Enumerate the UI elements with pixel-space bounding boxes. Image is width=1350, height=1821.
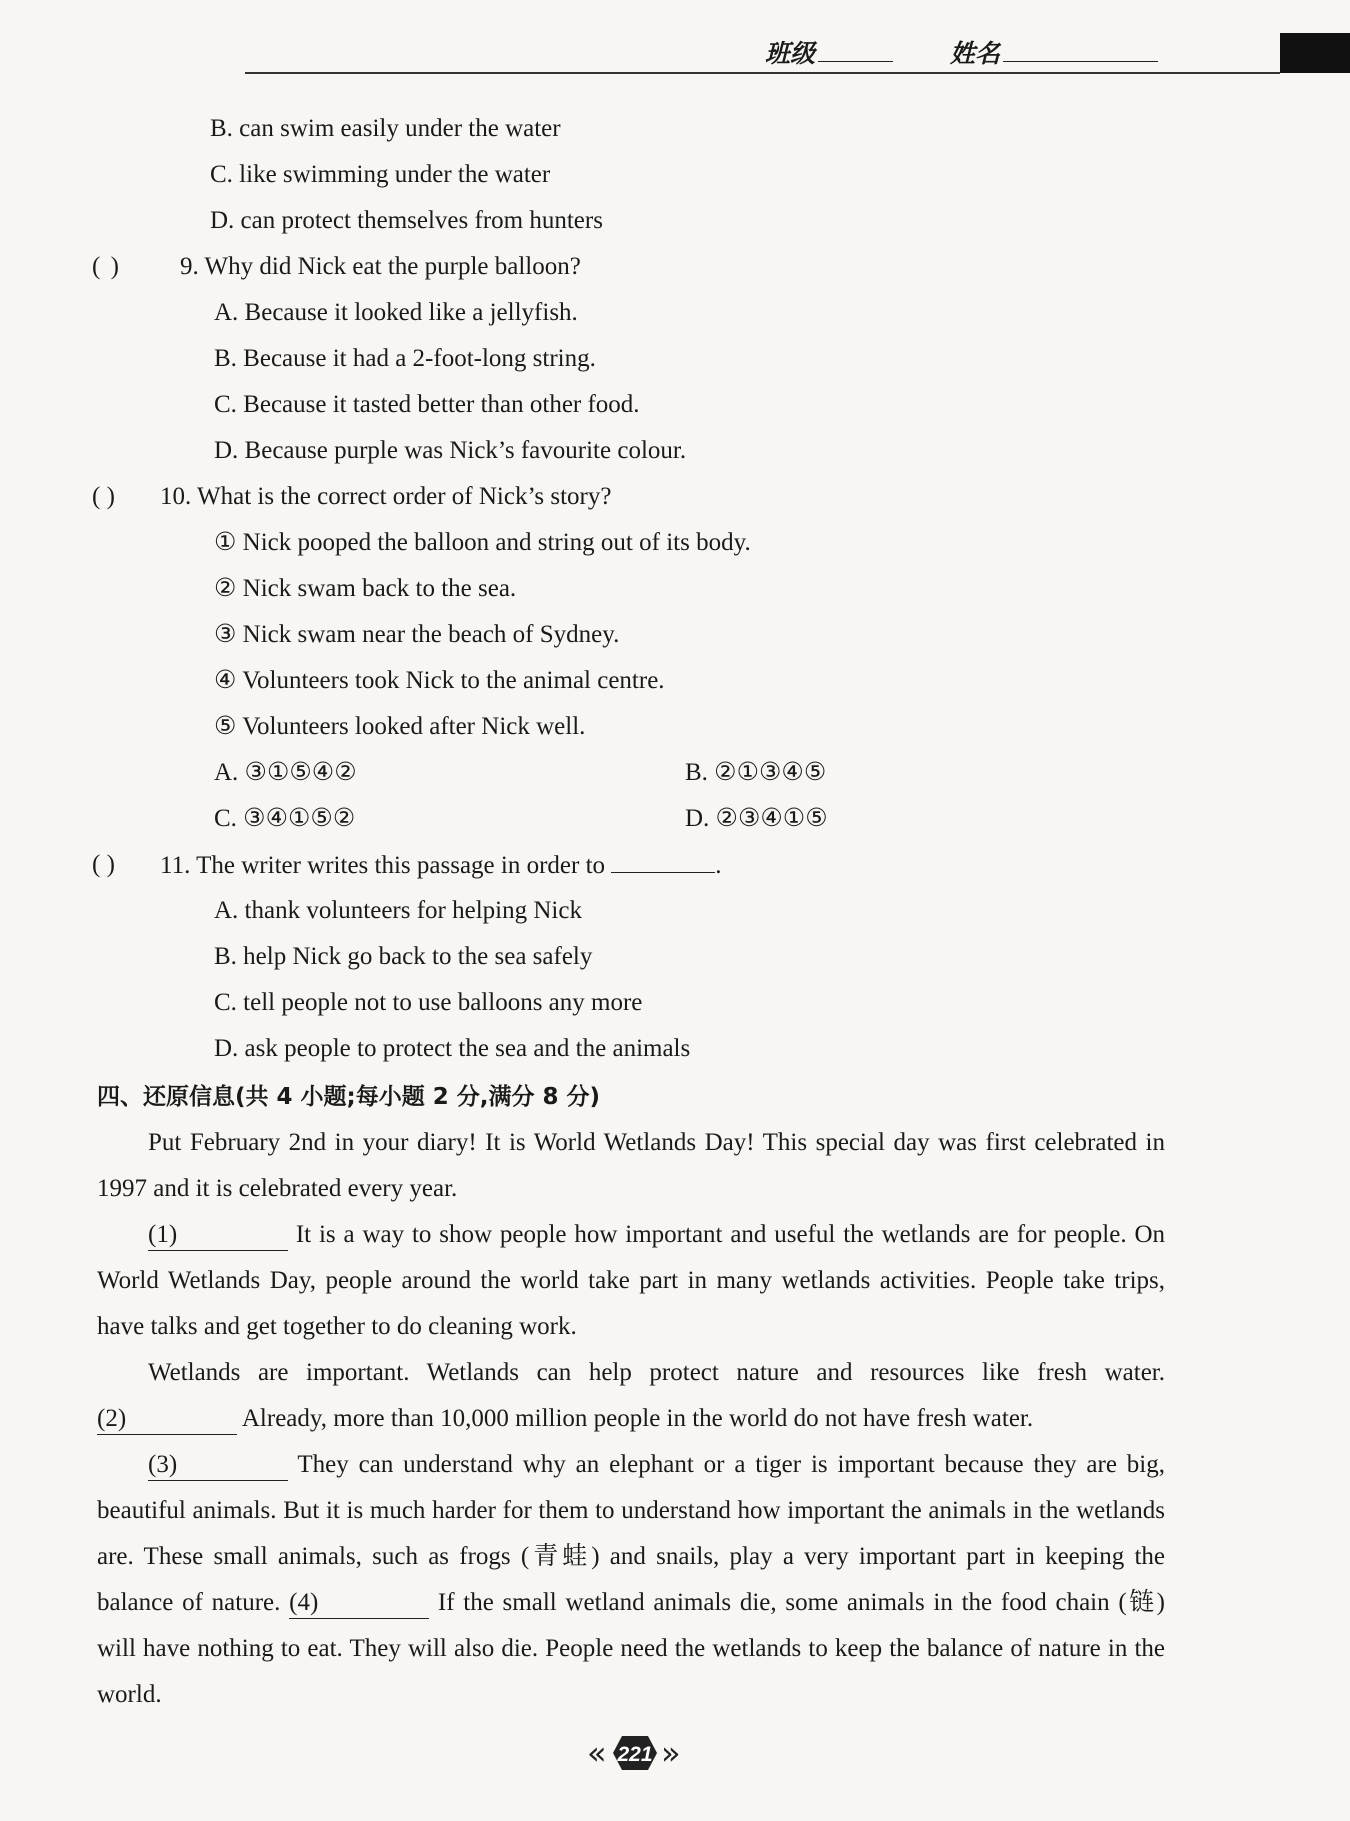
- blank-4[interactable]: (4): [289, 1588, 429, 1619]
- q11-stem: [160, 850, 722, 881]
- q8-option-c: C. like swimming under the water: [210, 161, 551, 188]
- page-number: 221: [617, 1743, 653, 1766]
- paragraph-4a-text: They can understand why an elephant or a tiger is important because they are big, beautiful animals. But it is much harder for them to understand how important the animals in the wetlands are. These small animals, such as frogs (青蛙) and snails, play a very important part in keeping the balance of nature.: [97, 1451, 1165, 1616]
- passage-paragraph-2: [97, 1212, 1165, 1350]
- q9-stem: 9. Why did Nick eat the purple balloon?: [180, 253, 581, 280]
- class-blank: [818, 60, 893, 62]
- q10-answer-paren: ( ): [92, 483, 115, 510]
- q9-option-c: C. Because it tasted better than other food.: [214, 391, 640, 418]
- section-4-heading: 四、还原信息(共 4 小题;每小题 2 分,满分 8 分): [97, 1084, 601, 1110]
- q11-stem-end: .: [715, 852, 722, 879]
- paragraph-4b-text: If the small wetland animals die, some animals in the food chain (链) will have nothing to eat. They will also die. People need the wetlands to keep the balance of nature in the world.: [97, 1589, 1166, 1708]
- header-rule: [245, 72, 1280, 74]
- page-number-ornament: [585, 1728, 685, 1778]
- q11-option-a: A. thank volunteers for helping Nick: [214, 897, 582, 924]
- q11-option-b: B. help Nick go back to the sea safely: [214, 943, 593, 970]
- q10-event-5: ⑤ Volunteers looked after Nick well.: [214, 713, 586, 740]
- paragraph-3b-text: Already, more than 10,000 million people in the world do not have fresh water.: [241, 1405, 1034, 1432]
- svg-text:»: »: [661, 1734, 681, 1772]
- q9-option-a: A. Because it looked like a jellyfish.: [214, 299, 578, 326]
- svg-text:«: «: [587, 1734, 607, 1772]
- header-tab-block: [1280, 33, 1350, 73]
- q11-stem-text: 11. The writer writes this passage in order to: [160, 852, 606, 879]
- name-blank: [1003, 60, 1158, 62]
- q11-answer-paren: ( ): [92, 851, 115, 878]
- q10-event-4: ④ Volunteers took Nick to the animal centre.: [214, 667, 665, 694]
- q10-stem: 10. What is the correct order of Nick’s story?: [160, 483, 612, 510]
- q10-option-d: D. ②③④①⑤: [685, 805, 828, 832]
- q11-option-c: C. tell people not to use balloons any more: [214, 989, 643, 1016]
- q11-blank: [611, 850, 715, 873]
- passage-paragraph-1: Put February 2nd in your diary! It is World Wetlands Day! This special day was first celebrated in 1997 and it is celebrated every year.: [97, 1129, 1165, 1202]
- q9-option-d: D. Because purple was Nick’s favourite colour.: [214, 437, 687, 464]
- q10-option-b: B. ②①③④⑤: [685, 759, 827, 786]
- name-label: 姓名: [950, 39, 1001, 68]
- page-number-badge: [585, 1728, 685, 1778]
- q10-event-1: ① Nick pooped the balloon and string out of its body.: [214, 529, 751, 556]
- paragraph-3-text: Wetlands are important. Wetlands can help protect nature and resources like fresh water.: [148, 1359, 1165, 1386]
- blank-3[interactable]: (3): [148, 1450, 288, 1481]
- class-label: 班级: [765, 39, 816, 68]
- q9-option-b: B. Because it had a 2-foot-long string.: [214, 345, 596, 372]
- q11-option-d: D. ask people to protect the sea and the animals: [214, 1035, 691, 1062]
- blank-1[interactable]: (1): [148, 1220, 288, 1251]
- passage-paragraph-3: [97, 1350, 1165, 1442]
- q10-option-c: C. ③④①⑤②: [214, 805, 356, 832]
- paragraph-2-text: It is a way to show people how important and useful the wetlands are for people. On World Wetlands Day, people around the world take part in many wetlands activities. People take trips, have talks and get together to do cleaning work.: [97, 1221, 1166, 1340]
- blank-2[interactable]: (2): [97, 1404, 237, 1435]
- q9-answer-paren: ( ): [92, 253, 119, 280]
- q10-event-3: ③ Nick swam near the beach of Sydney.: [214, 621, 620, 648]
- q10-option-a: A. ③①⑤④②: [214, 759, 357, 786]
- passage-paragraph-4: [97, 1442, 1165, 1718]
- q8-option-d: D. can protect themselves from hunters: [210, 207, 603, 234]
- q10-event-2: ② Nick swam back to the sea.: [214, 575, 517, 602]
- q8-option-b: B. can swim easily under the water: [210, 115, 561, 142]
